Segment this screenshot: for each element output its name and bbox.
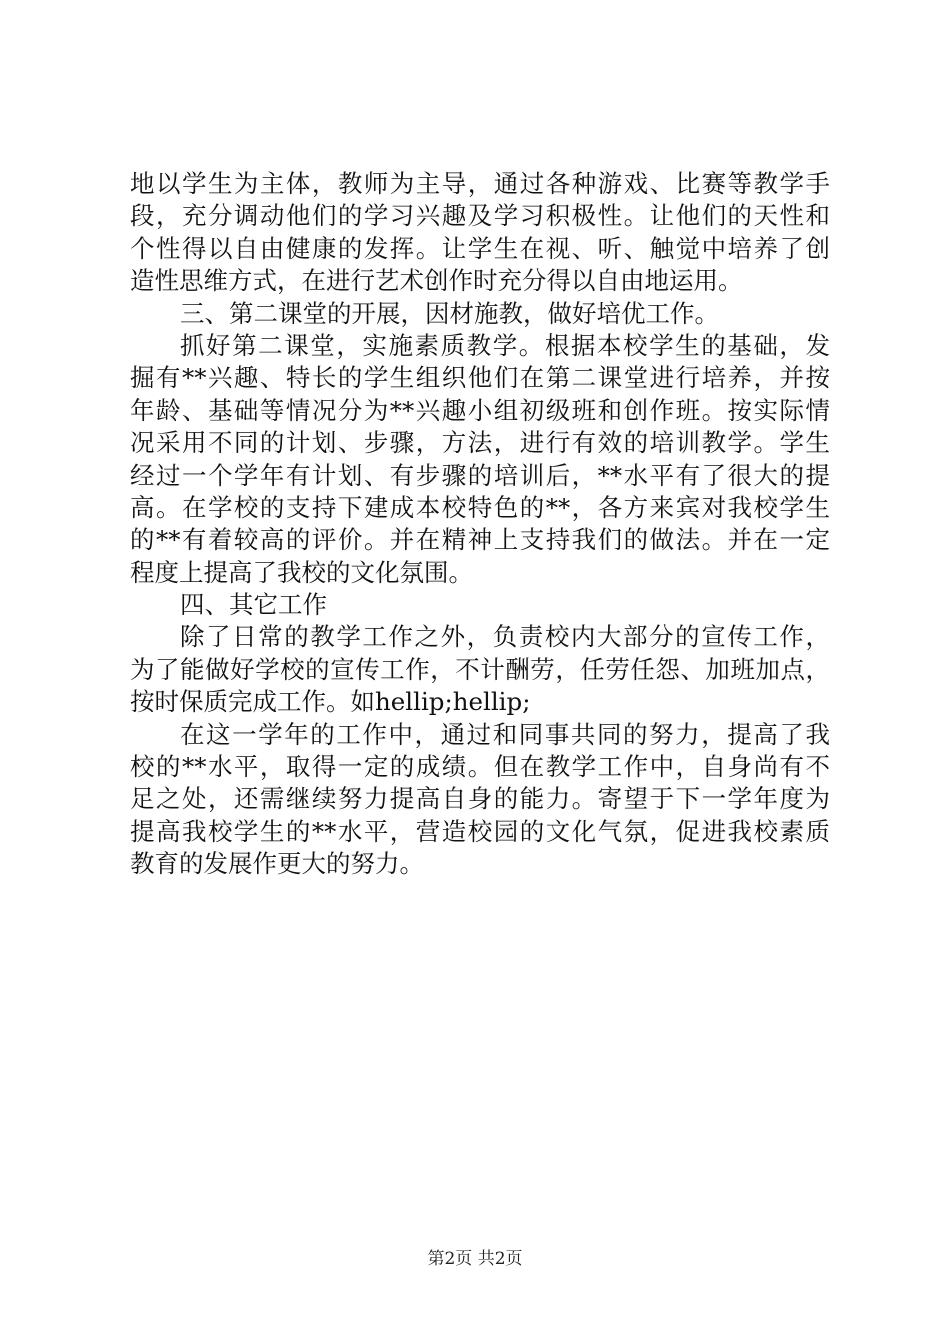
text-line: 按时保质完成工作。如hellip;hellip; <box>130 687 531 717</box>
text-line: 造性思维方式，在进行艺术创作时充分得以自由地运用。 <box>130 266 743 296</box>
text-line: 四、其它工作 <box>180 590 327 620</box>
text-line: 三、第二课堂的开展，因材施教，做好培优工作。 <box>180 298 719 328</box>
text-line: 经过一个学年有计划、有步骤的培训后，**水平有了很大的提 <box>130 460 830 490</box>
text-line: 况采用不同的计划、步骤，方法，进行有效的培训教学。学生 <box>130 428 830 458</box>
text-line: 校的**水平，取得一定的成绩。但在教学工作中，自身尚有不 <box>130 752 830 782</box>
text-line: 抓好第二课堂，实施素质教学。根据本校学生的基础，发 <box>180 330 830 360</box>
text-line: 程度上提高了我校的文化氛围。 <box>130 557 473 587</box>
text-line: 个性得以自由健康的发挥。让学生在视、听、触觉中培养了创 <box>130 233 830 263</box>
paragraph <box>130 298 830 330</box>
text-line: 掘有**兴趣、特长的学生组织他们在第二课堂进行培养，并按 <box>130 363 830 393</box>
text-line: 教育的发展作更大的努力。 <box>130 849 424 879</box>
text-line: 除了日常的教学工作之外，负责校内大部分的宣传工作， <box>180 622 830 652</box>
document-body <box>130 168 830 881</box>
text-line: 年龄、基础等情况分为**兴趣小组初级班和创作班。按实际情 <box>130 395 830 425</box>
paragraph <box>130 168 830 298</box>
text-line: 提高我校学生的**水平，营造校园的文化气氛，促进我校素质 <box>130 816 830 846</box>
text-line: 在这一学年的工作中，通过和同事共同的努力，提高了我 <box>180 719 830 749</box>
page-footer: 第2页 共2页 <box>427 1249 523 1269</box>
paragraph <box>130 719 830 881</box>
paragraph <box>130 330 830 589</box>
text-line: 高。在学校的支持下建成本校特色的**，各方来宾对我校学生 <box>130 492 830 522</box>
paragraph <box>130 621 830 718</box>
text-line: 地以学生为主体，教师为主导，通过各种游戏、比赛等教学手 <box>130 169 830 198</box>
text-line: 段，充分调动他们的学习兴趣及学习积极性。让他们的天性和 <box>130 201 830 231</box>
text-line: 为了能做好学校的宣传工作，不计酬劳，任劳任怨、加班加点， <box>130 654 830 684</box>
text-line: 的**有着较高的评价。并在精神上支持我们的做法。并在一定 <box>130 525 830 555</box>
paragraph <box>130 589 830 621</box>
text-line: 足之处，还需继续努力提高自身的能力。寄望于下一学年度为 <box>130 784 830 814</box>
